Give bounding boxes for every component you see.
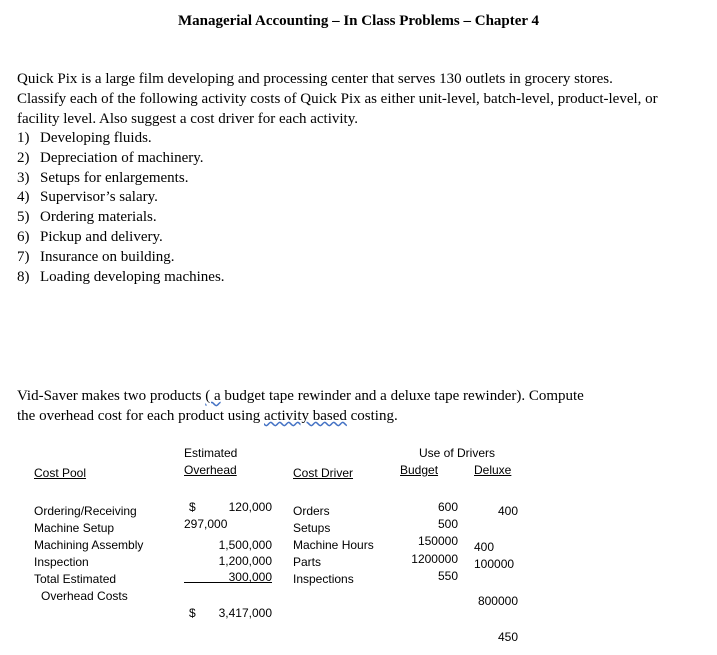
problem1-intro-line: Classify each of the following activity costs of Quick Pix as either unit-level, batch-level, product-level, or [17, 91, 658, 107]
budget-value: 500 [437, 517, 458, 531]
item-number: 1) [17, 130, 30, 146]
item-text: Ordering materials. [40, 209, 157, 226]
item-number: 6) [17, 228, 30, 245]
item-number: 5) [17, 209, 30, 226]
problem1-intro-line: facility level. Also suggest a cost driver for each activity. [17, 111, 359, 127]
cost-driver-label: Orders [293, 504, 330, 518]
problem1-intro [17, 69, 707, 129]
header-overhead: Overhead [184, 463, 237, 477]
item-text: Supervisor’s salary. [40, 189, 158, 206]
list-item [17, 128, 225, 148]
list-item [17, 267, 225, 287]
problem2-text: costing. [346, 408, 398, 424]
grammar-flag-text: activity based [264, 408, 347, 424]
problem2-text: Vid-Saver makes two products [17, 388, 206, 404]
item-text: Depreciation of machinery. [40, 149, 204, 166]
cost-pool-label: Machine Setup [34, 521, 115, 535]
problem2-line [17, 386, 697, 406]
problem2-line [17, 406, 697, 426]
deluxe-value: 100000 [474, 557, 515, 571]
cost-driver-label: Parts [293, 555, 322, 569]
cost-driver-label: Machine Hours [293, 538, 374, 552]
header-cost-pool: Cost Pool [34, 466, 87, 480]
header-budget: Budget [400, 463, 439, 477]
header-deluxe: Deluxe [474, 463, 512, 477]
header-use-of-drivers: Use of Drivers [419, 446, 496, 460]
budget-value: 550 [437, 569, 458, 583]
cost-pool-label: Total Estimated [34, 572, 117, 586]
cost-driver-label: Setups [293, 521, 331, 535]
cost-pool-label: Ordering/Receiving [34, 504, 137, 518]
budget-value: 150000 [417, 534, 458, 548]
list-item [17, 247, 225, 267]
cost-pool-label: Machining Assembly [34, 538, 144, 552]
grammar-flag-text: ( a [205, 388, 221, 404]
deluxe-value: 800000 [477, 594, 518, 608]
list-item [17, 227, 225, 247]
list-item [17, 187, 225, 207]
item-text: Setups for enlargements. [40, 169, 189, 186]
overhead-value: 1,200,000 [218, 554, 272, 568]
dollar-sign: $ [189, 606, 196, 620]
problem2-text: budget tape rewinder and a deluxe tape rewinder). Compute [220, 388, 584, 404]
list-item [17, 168, 225, 188]
deluxe-value: 400 [474, 540, 495, 554]
cost-pool-label: Inspection [34, 555, 89, 569]
overhead-value: 120,000 [228, 500, 272, 514]
overhead-value: 300,000 [228, 570, 272, 584]
item-text: Developing fluids. [40, 130, 152, 146]
deluxe-value: 450 [497, 630, 518, 644]
item-number: 3) [17, 169, 30, 186]
budget-value: 600 [437, 500, 458, 514]
dollar-sign: $ [189, 500, 196, 514]
cost-driver-label: Inspections [293, 572, 354, 586]
overhead-value: 1,500,000 [218, 538, 272, 552]
problem1-intro-line: Quick Pix is a large film developing and processing center that serves 130 outlets in grocery stores. [17, 71, 613, 87]
total-rule [184, 582, 272, 583]
cost-pool-label: Overhead Costs [41, 589, 128, 603]
overhead-value: 297,000 [184, 517, 228, 531]
item-number: 4) [17, 189, 30, 206]
total-overhead: 3,417,000 [218, 606, 272, 620]
list-item [17, 148, 225, 168]
problem2-intro [17, 386, 697, 426]
header-estimated: Estimated [184, 446, 238, 460]
deluxe-value: 400 [497, 504, 518, 518]
item-number: 7) [17, 248, 30, 265]
item-text: Insurance on building. [40, 248, 175, 265]
header-cost-driver: Cost Driver [293, 466, 354, 480]
problem2-text: the overhead cost for each product using [17, 408, 264, 424]
item-number: 2) [17, 149, 30, 166]
budget-value: 1200000 [411, 552, 458, 566]
list-item [17, 207, 225, 227]
item-number: 8) [17, 268, 30, 285]
activity-list [17, 128, 225, 286]
page-title: Managerial Accounting – In Class Problems – Chapter 4 [177, 13, 540, 29]
item-text: Pickup and delivery. [40, 228, 163, 245]
item-text: Loading developing machines. [40, 268, 225, 285]
